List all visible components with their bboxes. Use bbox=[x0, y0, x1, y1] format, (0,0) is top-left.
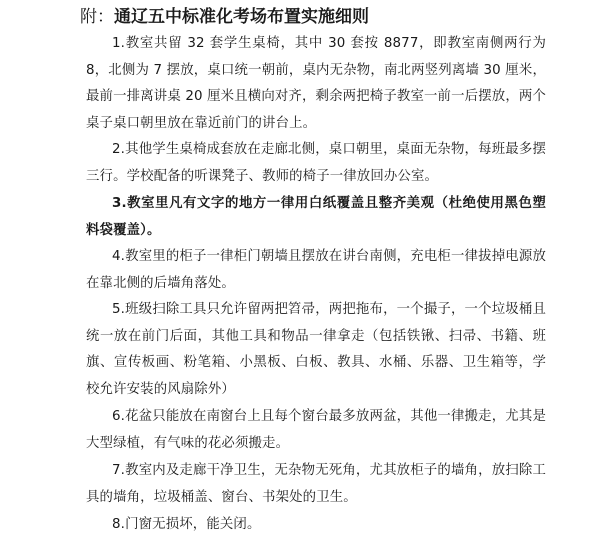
document-title bbox=[80, 4, 369, 30]
rule-paragraph-8: 8.门窗无损坏，能关闭。 bbox=[112, 517, 261, 532]
title-prefix: 附： bbox=[80, 7, 114, 27]
rule-paragraph-3: 3.教室里凡有文字的地方一律用白纸覆盖且整齐美观（杜绝使用黑色塑料袋覆盖）。 bbox=[86, 196, 546, 238]
rule-paragraph-4: 4.教室里的柜子一律柜门朝墙且摆放在讲台南侧，充电柜一律拔掉电源放在靠北侧的后墙角落处。 bbox=[86, 249, 546, 291]
rule-paragraph-5: 5.班级扫除工具只允许留两把笤帚，两把拖布，一个撮子，一个垃圾桶且统一放在前门后面，其他工具和物品一律拿走（包括铁锹、扫帚、书籍、班旗、宣传板画、粉笔箱、小黑板、白板、教具、水桶、乐器、卫生箱等，学校允许安装的风扇除外） bbox=[86, 302, 546, 397]
rule-paragraph-7: 7.教室内及走廊干净卫生，无杂物无死角，尤其放柜子的墙角，放扫除工具的墙角，垃圾桶盖、窗台、书架处的卫生。 bbox=[86, 463, 546, 505]
rule-paragraph-1: 1.教室共留 32 套学生桌椅，其中 30 套按 8877，即教室南侧两行为 8，北侧为 7 摆放，桌口统一朝前，桌内无杂物，南北两竖列离墙 30 厘米，最前一排离讲桌 20 厘米且横向对齐，剩余两把椅子教室一前一后摆放，两个桌子桌口朝里放在靠近前门的讲台上。 bbox=[86, 36, 546, 131]
rule-paragraph-6: 6.花盆只能放在南窗台上且每个窗台最多放两盆，其他一律搬走，尤其是大型绿植，有气味的花必须搬走。 bbox=[86, 409, 546, 451]
rule-paragraph-2: 2.其他学生桌椅成套放在走廊北侧，桌口朝里，桌面无杂物，每班最多摆三行。学校配备的听课凳子、教师的椅子一律放回办公室。 bbox=[86, 142, 546, 184]
title-text: 通辽五中标准化考场布置实施细则 bbox=[114, 7, 369, 27]
